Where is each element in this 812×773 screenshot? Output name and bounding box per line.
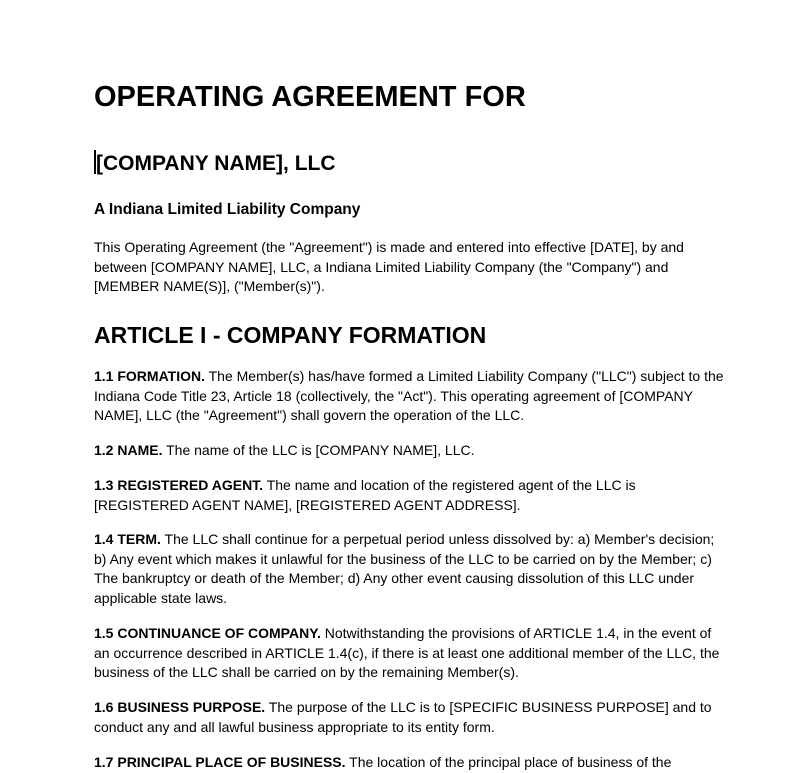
- section-label: 1.7 PRINCIPAL PLACE OF BUSINESS.: [94, 754, 346, 770]
- document-title: OPERATING AGREEMENT FOR: [94, 81, 526, 113]
- section-label: 1.6 BUSINESS PURPOSE.: [94, 699, 266, 715]
- section-text: The purpose of the LLC is to [SPECIFIC BUSINESS PURPOSE] and to conduct any and all lawful business appropriate to its entity form.: [94, 699, 712, 735]
- section-text: The name of the LLC is [COMPANY NAME], LLC.: [162, 442, 475, 458]
- intro-paragraph: This Operating Agreement (the "Agreement") is made and entered into effective [DATE], by and between [COMPANY NAME], LLC, a Indiana Limited Liability Company (the "Company") and [MEMBER NAME(S)], ("Member(s)").: [94, 239, 684, 295]
- section-1-6: [94, 698, 724, 737]
- company-name-heading[interactable]: [94, 149, 336, 179]
- section-label: 1.3 REGISTERED AGENT.: [94, 477, 264, 493]
- section-text: The Member(s) has/have formed a Limited Liability Company ("LLC") subject to the Indiana Code Title 23, Article 18 (collectively, the "Act"). This operating agreement of [COMPANY NAME], LLC (the "Agreement") shall govern the operation of the LLC.: [94, 368, 724, 424]
- section-1-5: [94, 624, 724, 683]
- section-1-7: [94, 753, 724, 773]
- section-1-1: [94, 367, 724, 426]
- section-label: 1.1 FORMATION.: [94, 368, 205, 384]
- section-label: 1.2 NAME.: [94, 442, 163, 458]
- section-text: Notwithstanding the provisions of ARTICLE 1.4, in the event of an occurrence described in ARTICLE 1.4(c), if there is at least one additional member of the LLC, the business of the LLC shall be carried on by the remaining Member(s).: [94, 625, 720, 681]
- section-1-3: [94, 476, 724, 515]
- section-label: 1.5 CONTINUANCE OF COMPANY.: [94, 625, 321, 641]
- section-label: 1.4 TERM.: [94, 531, 161, 547]
- section-1-2: [94, 441, 724, 461]
- document-subtitle: A Indiana Limited Liability Company: [94, 201, 361, 218]
- section-1-4: [94, 530, 724, 608]
- section-text: The LLC shall continue for a perpetual period unless dissolved by: a) Member's decision; b) Any event which makes it unlawful for the business of the LLC to be carried on by the Member; c) The bankruptcy or death of the Member; d) Any other event causing dissolution of this LLC under applicable state laws.: [94, 531, 715, 606]
- section-text: The location of the principal place of business of the: [345, 754, 672, 770]
- company-name-text: [COMPANY NAME], LLC: [96, 152, 336, 175]
- section-text: The name and location of the registered agent of the LLC is [REGISTERED AGENT NAME], [REGISTERED AGENT ADDRESS].: [94, 477, 636, 513]
- article-1-heading: ARTICLE I - COMPANY FORMATION: [94, 322, 487, 348]
